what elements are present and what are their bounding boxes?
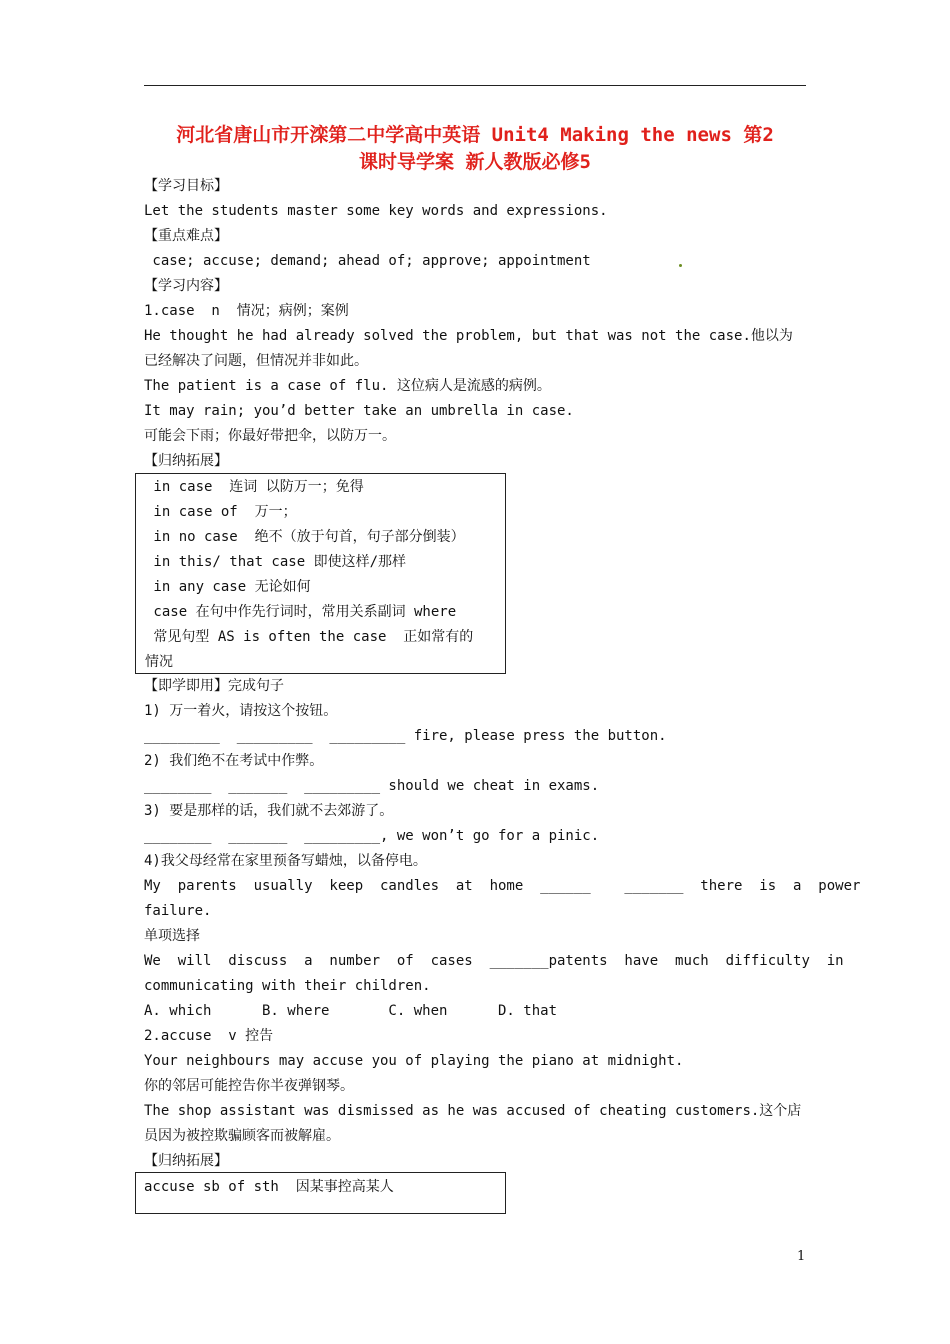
goal-heading: 【学习目标】 bbox=[144, 178, 228, 194]
key-heading: 【重点难点】 bbox=[144, 228, 228, 244]
question-4-blank-a: My parents usually keep candles at home ______ _______ there is a power bbox=[144, 878, 861, 894]
box1-line: in any case 无论如何 bbox=[145, 579, 311, 595]
case-example-3a: It may rain; you’d better take an umbrella in case. bbox=[144, 403, 574, 419]
document-title bbox=[140, 122, 810, 176]
expand-heading-2: 【归纳拓展】 bbox=[144, 1153, 228, 1169]
multiple-choice-heading: 单项选择 bbox=[144, 928, 200, 944]
box1-line: in no case 绝不（放于句首，句子部分倒装） bbox=[145, 529, 465, 545]
stray-dot bbox=[679, 264, 682, 267]
box1-line: 常见句型 AS is often the case 正如常有的 bbox=[145, 629, 474, 645]
question-4-blank-b: failure. bbox=[144, 903, 212, 919]
question-1-blank: _________ _________ _________ fire, please press the button. bbox=[144, 728, 667, 744]
practice-heading: 【即学即用】完成句子 bbox=[144, 678, 284, 694]
multiple-choice-question-b: communicating with their children. bbox=[144, 978, 431, 994]
box2-line: accuse sb of sth 因某事控高某人 bbox=[144, 1179, 394, 1195]
case-example-3b: 可能会下雨；你最好带把伞，以防万一。 bbox=[144, 428, 396, 444]
page-number: 1 bbox=[797, 1249, 806, 1264]
goal-text: Let the students master some key words and expressions. bbox=[144, 203, 608, 219]
title-line-2: 课时导学案 新人教版必修5 bbox=[359, 151, 591, 173]
question-2: 2) 我们绝不在考试中作弊。 bbox=[144, 753, 324, 769]
expand-box-1 bbox=[135, 473, 506, 674]
multiple-choice-options: A. which B. where C. when D. that bbox=[144, 1003, 558, 1019]
box1-line: 情况 bbox=[145, 654, 173, 670]
case-example-2: The patient is a case of flu. 这位病人是流感的病例。 bbox=[144, 378, 551, 394]
accuse-example-1b: 你的邻居可能控告你半夜弹钢琴。 bbox=[144, 1078, 354, 1094]
expand-box-2 bbox=[135, 1172, 506, 1214]
question-1: 1) 万一着火，请按这个按钮。 bbox=[144, 703, 338, 719]
box1-line: case 在句中作先行词时，常用关系副词 where bbox=[145, 604, 457, 620]
case-example-1a: He thought he had already solved the problem, but that was not the case.他以为 bbox=[144, 328, 793, 344]
key-text: case; accuse; demand; ahead of; approve; appointment bbox=[144, 253, 591, 269]
content-heading: 【学习内容】 bbox=[144, 278, 228, 294]
question-4: 4)我父母经常在家里预备写蜡烛，以备停电。 bbox=[144, 853, 427, 869]
accuse-example-1a: Your neighbours may accuse you of playing the piano at midnight. bbox=[144, 1053, 684, 1069]
question-3-blank: ________ _______ _________, we won’t go for a pinic. bbox=[144, 828, 600, 844]
box1-line: in this/ that case 即使这样/那样 bbox=[145, 554, 407, 570]
accuse-example-2a: The shop assistant was dismissed as he was accused of cheating customers.这个店 bbox=[144, 1103, 802, 1119]
accuse-example-2b: 员因为被控欺骗顾客而被解雇。 bbox=[144, 1128, 340, 1144]
box1-line: in case of 万一； bbox=[145, 504, 297, 520]
question-3: 3) 要是那样的话，我们就不去郊游了。 bbox=[144, 803, 394, 819]
header-rule bbox=[144, 85, 806, 86]
title-line-1: 河北省唐山市开滦第二中学高中英语 Unit4 Making the news 第2 bbox=[176, 124, 774, 146]
multiple-choice-question-a: We will discuss a number of cases _______patents have much difficulty in bbox=[144, 953, 844, 969]
case-definition: 1.case n 情况；病例；案例 bbox=[144, 303, 349, 319]
accuse-definition: 2.accuse v 控告 bbox=[144, 1028, 274, 1044]
question-2-blank: ________ _______ _________ should we cheat in exams. bbox=[144, 778, 600, 794]
case-example-1b: 已经解决了问题，但情况并非如此。 bbox=[144, 353, 368, 369]
expand-heading-1: 【归纳拓展】 bbox=[144, 453, 228, 469]
box1-line: in case 连词 以防万一；免得 bbox=[145, 479, 364, 495]
